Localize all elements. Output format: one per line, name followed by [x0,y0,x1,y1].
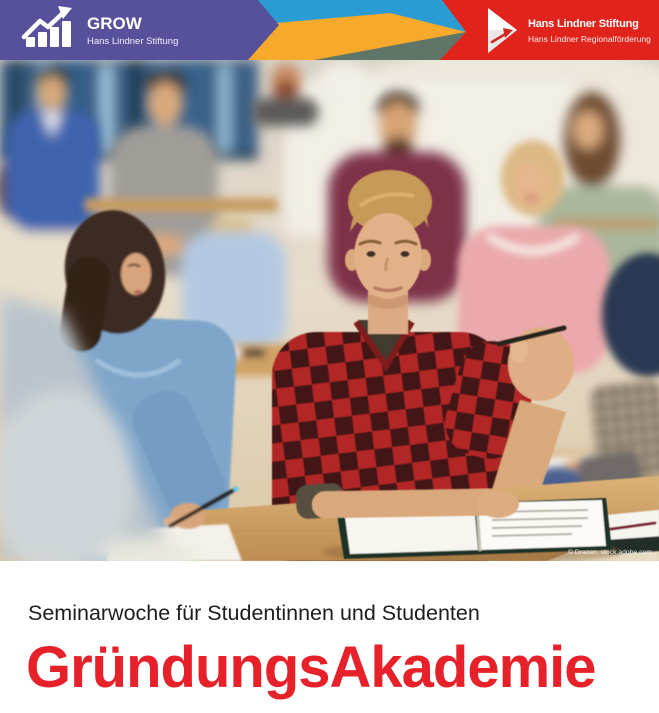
grow-logo-subtitle: Hans Lindner Stiftung [87,36,179,47]
header-banner [0,0,659,60]
hls-banner-bg [440,0,659,60]
hls-logo-title: Hans Lindner Stiftung [528,18,639,30]
kicker-text: Seminarwoche für Studentinnen und Studenten [28,601,480,625]
hls-logo-subtitle: Hans Lindner Regionalförderung [528,34,651,44]
page-title: GründungsAkademie [26,635,596,700]
classroom-photo [0,60,659,561]
grow-logo-title: GROW [87,14,142,33]
photo-credit: © Drazen, stock.adobe.com [568,549,652,556]
